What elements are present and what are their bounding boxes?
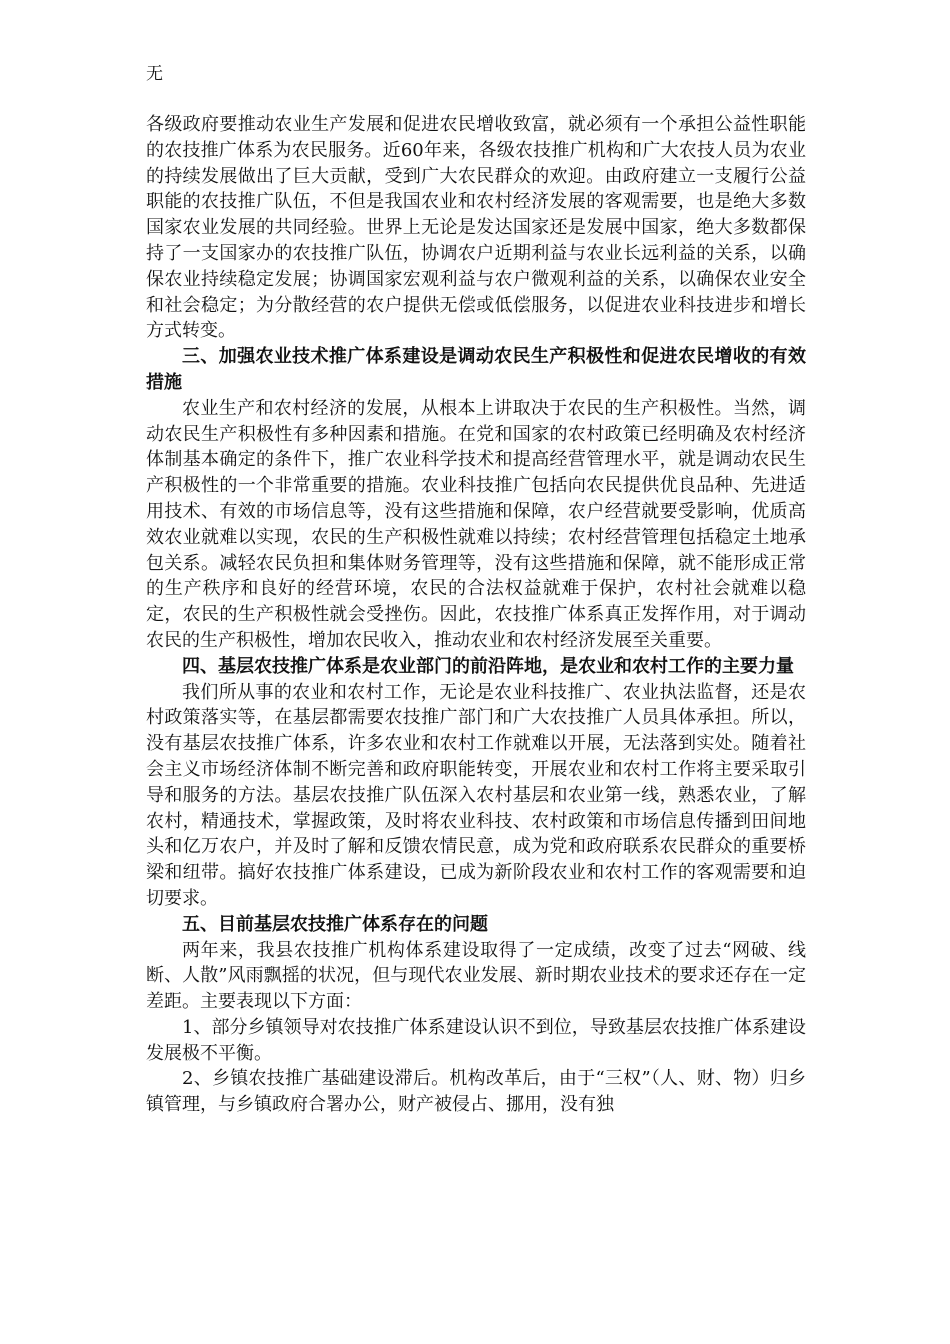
- section-heading: 四、基层农技推广体系是农业部门的前沿阵地，是农业和农村工作的主要力量: [182, 655, 794, 677]
- section-heading: 三、加强农业技术推广体系建设是调动农民生产积极性和促进农民增收的有效措施: [146, 346, 806, 393]
- page-header: 无: [146, 64, 163, 84]
- document-body: [146, 112, 806, 1118]
- body-paragraph: 我们所从事的农业和农村工作，无论是农业科技推广、农业执法监督，还是农村政策落实等，在基层都需要农技推广部门和广大农技推广人员具体承担。所以，没有基层农技推广体系，许多农业和农村工作就难以开展，无法落到实处。随着社会主义市场经济体制不断完善和政府职能转变，开展农业和农村工作将主要采取引导和服务的方法。基层农技推广队伍深入农村基层和农业第一线，熟悉农业，了解农村，精通技术，掌握政策，及时将农业科技、农村政策和市场信息传播到田间地头和亿万农户，并及时了解和反馈农情民意，成为党和政府联系农民群众的重要桥梁和纽带。搞好农技推广体系建设，已成为新阶段农业和农村工作的客观需要和迫切要求。: [146, 681, 806, 909]
- body-paragraph: 各级政府要推动农业生产发展和促进农民增收致富，就必须有一个承担公益性职能的农技推广体系为农民服务。近60年来，各级农技推广机构和广大农技人员为农业的持续发展做出了巨大贡献，受到广大农民群众的欢迎。由政府建立一支履行公益职能的农技推广队伍，不但是我国农业和农村经济发展的客观需要，也是绝大多数国家农业发展的共同经验。世界上无论是发达国家还是发展中国家，绝大多数都保持了一支国家办的农技推广队伍，协调农户近期利益与农业长远利益的关系，以确保农业持续稳定发展；协调国家宏观利益与农户微观利益的关系，以确保农业安全和社会稳定；为分散经营的农户提供无偿或低偿服务，以促进农业科技进步和增长方式转变。: [146, 114, 806, 342]
- list-item: 2、乡镇农技推广基础建设滞后。机构改革后，由于“三权”（人、财、物）归乡镇管理，与乡镇政府合署办公，财产被侵占、挪用，没有独: [146, 1068, 806, 1116]
- section-heading: 五、目前基层农技推广体系存在的问题: [182, 913, 488, 935]
- document-page: [146, 62, 806, 1118]
- body-paragraph: 两年来，我县农技推广机构体系建设取得了一定成绩，改变了过去“网破、线断、人散”风雨飘摇的状况，但与现代农业发展、新时期农业技术的要求还存在一定差距。主要表现以下方面：: [146, 939, 806, 1013]
- body-paragraph: 农业生产和农村经济的发展，从根本上讲取决于农民的生产积极性。当然，调动农民生产积极性有多种因素和措施。在党和国家的农村政策已经明确及农村经济体制基本确定的条件下，推广农业科学技术和提高经营管理水平，就是调动农民生产积极性的一个非常重要的措施。农业科技推广包括向农民提供优良品种、先进适用技术、有效的市场信息等，没有这些措施和保障，农户经营就要受影响，优质高效农业就难以实现，农民的生产积极性就难以持续；农村经营管理包括稳定土地承包关系。减轻农民负担和集体财务管理等，没有这些措施和保障，就不能形成正常的生产秩序和良好的经营环境，农民的合法权益就难于保护，农村社会就难以稳定，农民的生产积极性就会受挫伤。因此，农技推广体系真正发挥作用，对于调动农民的生产积极性，增加农民收入，推动农业和农村经济发展至关重要。: [146, 397, 806, 651]
- list-item: 1、部分乡镇领导对农技推广体系建设认识不到位，导致基层农技推广体系建设发展极不平衡。: [146, 1016, 806, 1064]
